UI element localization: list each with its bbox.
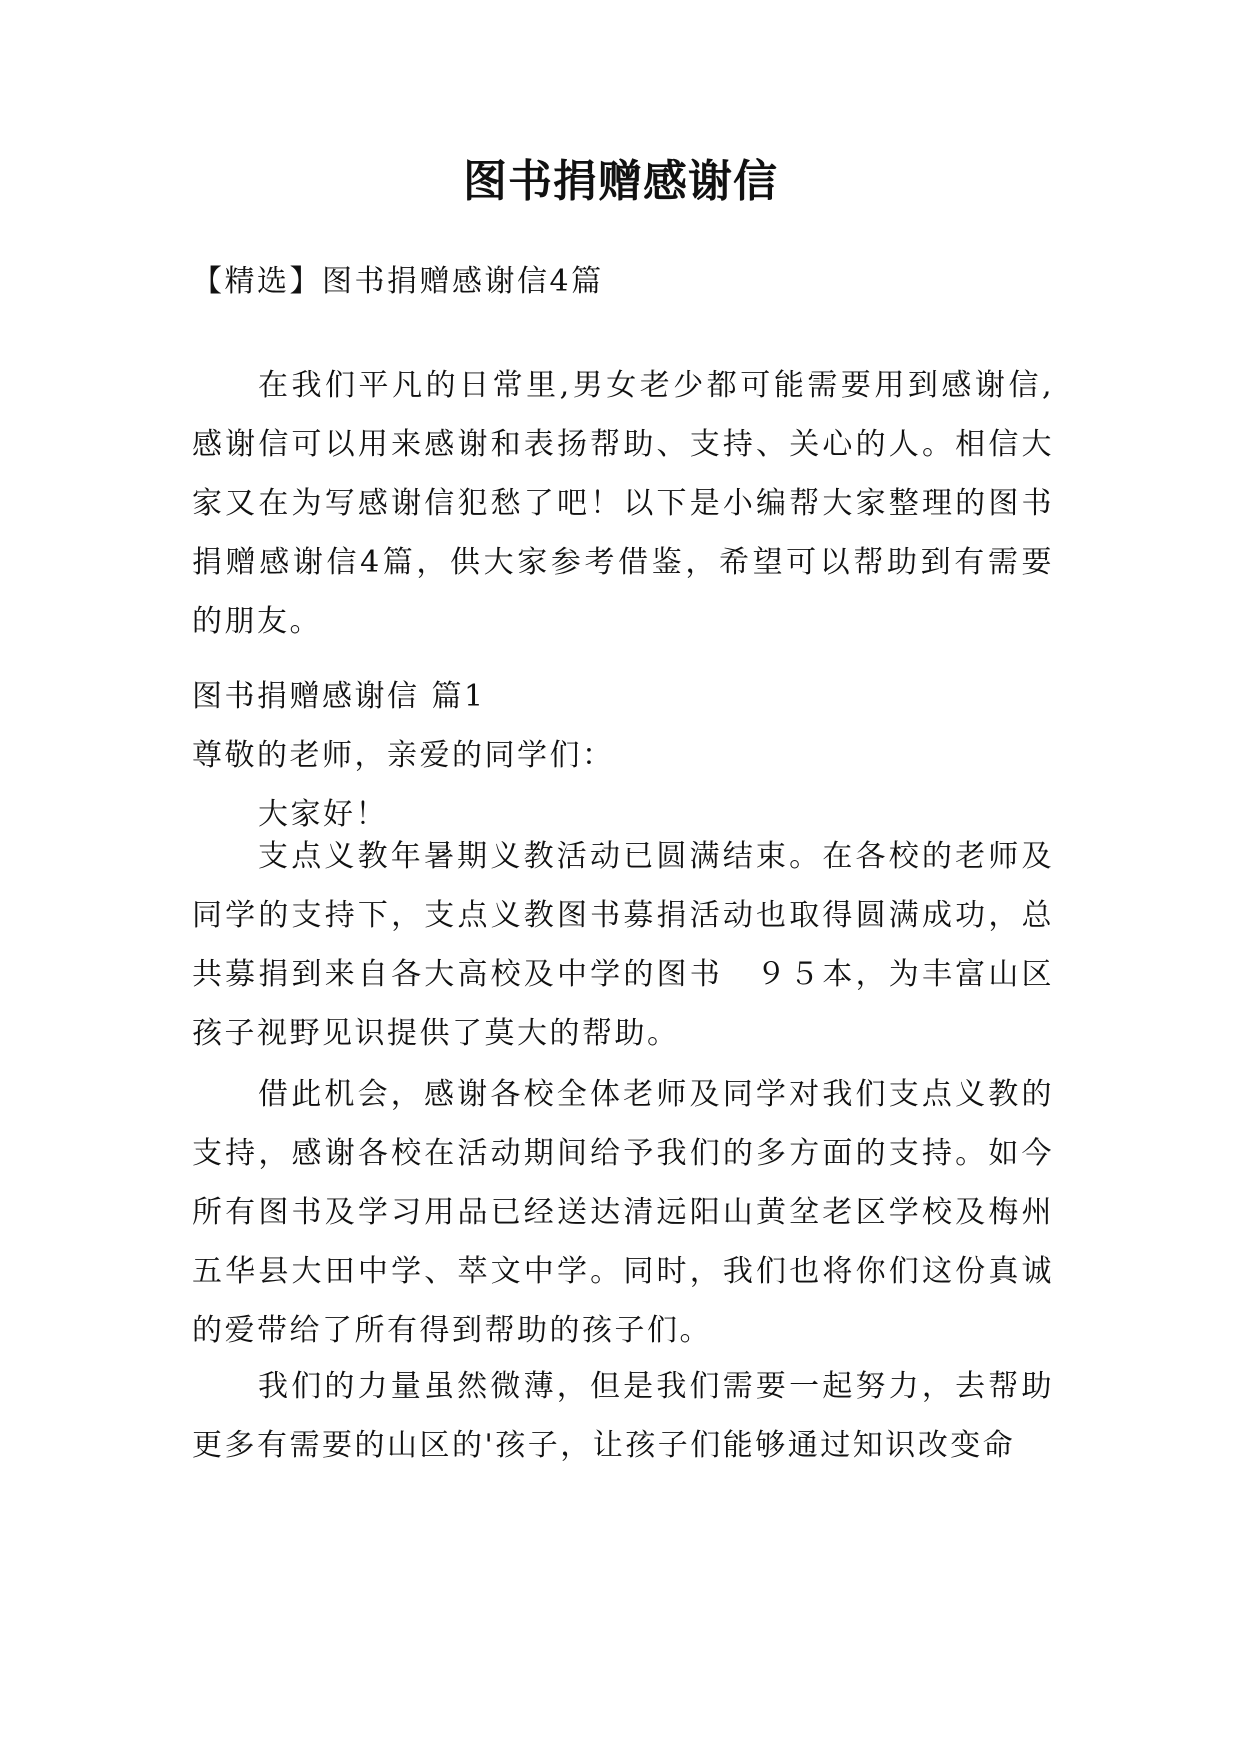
body-paragraph: 我们的力量虽然微薄，但是我们需要一起努力，去帮助更多有需要的山区的'孩子，让孩子们能够通过知识改变命 [192, 1369, 1054, 1463]
document-title: 图书捐赠感谢信 [463, 156, 778, 207]
body-paragraph: 支点义教年暑期义教活动已圆满结束。在各校的老师及同学的支持下，支点义教图书募捐活动也取得圆满成功，总共募捐到来自各大高校及中学的图书 ９５本，为丰富山区孩子视野见识提供了莫大的帮助。 [192, 839, 1054, 1051]
body-paragraph: 借此机会，感谢各校全体老师及同学对我们支点义教的支持，感谢各校在活动期间给予我们的多方面的支持。如今所有图书及学习用品已经送达清远阳山黄坌老区学校及梅州五华县大田中学、萃文中学。同时，我们也将你们这份真诚的爱带给了所有得到帮助的孩子们。 [192, 1077, 1054, 1348]
salutation: 尊敬的老师，亲爱的同学们： [192, 738, 615, 773]
section-heading: 图书捐赠感谢信 篇1 [192, 679, 486, 714]
document-subtitle: 【精选】图书捐赠感谢信4篇 [192, 264, 604, 299]
greeting: 大家好！ [258, 797, 388, 832]
intro-paragraph: 在我们平凡的日常里,男女老少都可能需要用到感谢信,感谢信可以用来感谢和表扬帮助、支持、关心的人。相信大家又在为写感谢信犯愁了吧！以下是小编帮大家整理的图书捐赠感谢信4篇，供大家参考借鉴，希望可以帮助到有需要的朋友。 [192, 368, 1054, 639]
